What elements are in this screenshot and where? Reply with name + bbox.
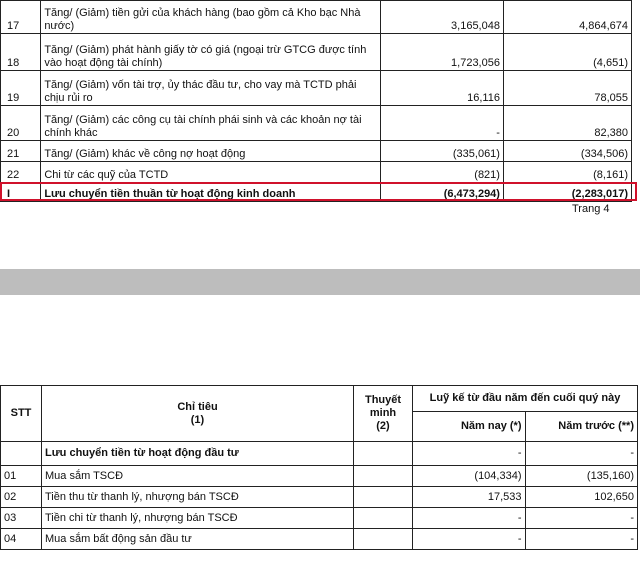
section-row <box>1 442 638 466</box>
row-value-previous: 4,864,674 <box>503 1 631 34</box>
table-row <box>1 71 632 106</box>
row-value-current: 1,723,056 <box>381 34 504 71</box>
header-group: Luỹ kế từ đầu năm đến cuối quý này <box>413 386 638 412</box>
row-description: Tăng/ (Giảm) khác về công nợ hoạt động <box>41 141 381 162</box>
row-value-previous: 78,055 <box>503 71 631 106</box>
row-value-previous: (135,160) <box>525 466 638 487</box>
table-row <box>1 106 632 141</box>
row-stt: 22 <box>1 162 41 183</box>
section-value-previous: - <box>525 442 638 466</box>
page-divider <box>0 269 640 295</box>
row-value-current: 16,116 <box>381 71 504 106</box>
total-value-current: (6,473,294) <box>381 183 504 202</box>
row-description: Mua sắm TSCĐ <box>42 466 354 487</box>
row-value-previous: - <box>525 529 638 550</box>
table-row <box>1 162 632 183</box>
row-value-previous: 102,650 <box>525 487 638 508</box>
table-row <box>1 487 638 508</box>
row-description: Tiền thu từ thanh lý, nhượng bán TSCĐ <box>42 487 354 508</box>
row-stt: 02 <box>1 487 42 508</box>
page-number: Trang 4 <box>572 203 610 215</box>
table-row <box>1 529 638 550</box>
section-description: Lưu chuyển tiền từ hoạt động đầu tư <box>42 442 354 466</box>
row-value-current: - <box>381 106 504 141</box>
row-value-previous: (4,651) <box>503 34 631 71</box>
total-stt: I <box>1 183 41 202</box>
row-description: Tăng/ (Giảm) vốn tài trợ, ủy thác đầu tư, cho vay mà TCTD phải chịu rủi ro <box>41 71 381 106</box>
row-value-previous: 82,380 <box>503 106 631 141</box>
header-year-now: Năm nay (*) <box>413 412 526 442</box>
row-stt: 01 <box>1 466 42 487</box>
highlight-box <box>0 182 637 201</box>
row-description: Tăng/ (Giảm) phát hành giấy tờ có giá (ngoại trừ GTCG được tính vào hoạt động tài chính) <box>41 34 381 71</box>
header-description: Chỉ tiêu (1) <box>42 386 354 442</box>
table-row <box>1 34 632 71</box>
table-row <box>1 466 638 487</box>
top-page-section <box>0 0 640 262</box>
row-value-current: (104,334) <box>413 466 526 487</box>
table-row <box>1 1 632 34</box>
row-value-current: (821) <box>381 162 504 183</box>
total-value-previous: (2,283,017) <box>503 183 631 202</box>
row-description: Mua sắm bất động sản đầu tư <box>42 529 354 550</box>
row-description: Tăng/ (Giảm) các công cụ tài chính phái sinh và các khoản nợ tài chính khác <box>41 106 381 141</box>
row-description: Tiền chi từ thanh lý, nhượng bán TSCĐ <box>42 508 354 529</box>
row-stt: 04 <box>1 529 42 550</box>
row-value-current: - <box>413 508 526 529</box>
header-year-prev: Năm trước (**) <box>525 412 638 442</box>
row-note <box>354 508 413 529</box>
row-value-previous: - <box>525 508 638 529</box>
section-value-current: - <box>413 442 526 466</box>
row-stt: 03 <box>1 508 42 529</box>
page-gap <box>0 262 640 269</box>
row-stt: 21 <box>1 141 41 162</box>
row-value-current: - <box>413 529 526 550</box>
section-note <box>354 442 413 466</box>
total-description: Lưu chuyển tiền thuần từ hoạt động kinh doanh <box>41 183 381 202</box>
header-row <box>1 386 638 412</box>
investing-cashflow-table <box>0 385 638 550</box>
row-note <box>354 487 413 508</box>
row-note <box>354 529 413 550</box>
row-stt: 18 <box>1 34 41 71</box>
row-value-previous: (334,506) <box>503 141 631 162</box>
row-description: Tăng/ (Giảm) tiền gửi của khách hàng (bao gồm cả Kho bạc Nhà nước) <box>41 1 381 34</box>
table-row <box>1 141 632 162</box>
row-stt: 17 <box>1 1 41 34</box>
row-value-previous: (8,161) <box>503 162 631 183</box>
section-stt <box>1 442 42 466</box>
row-value-current: 17,533 <box>413 487 526 508</box>
header-stt: STT <box>1 386 42 442</box>
table-row <box>1 508 638 529</box>
row-description: Chi từ các quỹ của TCTD <box>41 162 381 183</box>
row-value-current: (335,061) <box>381 141 504 162</box>
operating-cashflow-table <box>0 0 632 202</box>
row-stt: 20 <box>1 106 41 141</box>
row-value-current: 3,165,048 <box>381 1 504 34</box>
row-note <box>354 466 413 487</box>
header-note: Thuyết minh (2) <box>354 386 413 442</box>
row-stt: 19 <box>1 71 41 106</box>
